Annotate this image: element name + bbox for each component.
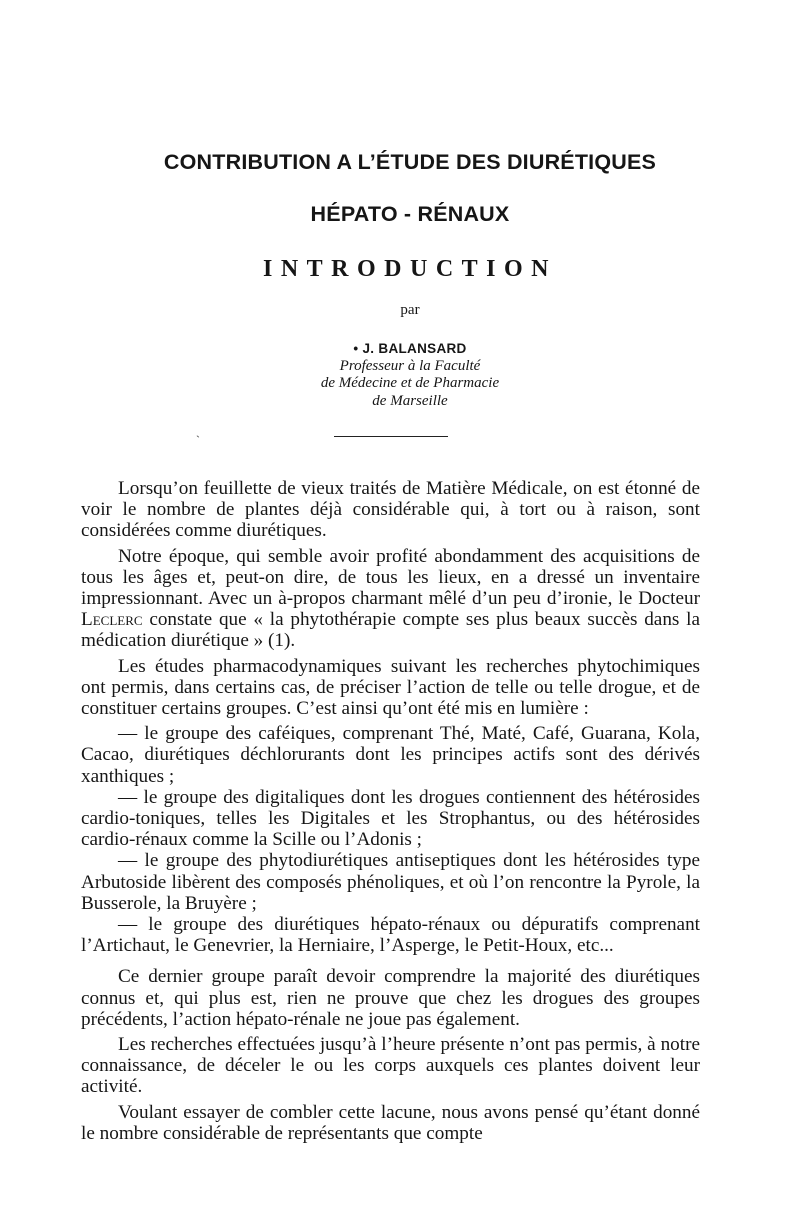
scan-speck: ˎ <box>196 424 200 438</box>
author-name: • J. BALANSARD <box>353 341 467 356</box>
separator-rule <box>334 436 448 437</box>
author-block <box>210 340 610 410</box>
article-title-line-1: CONTRIBUTION A L’ÉTUDE DES DIURÉTIQUES <box>163 150 657 174</box>
author-affiliation-line-2: de Médecine et de Pharmacie <box>320 375 500 391</box>
article-title-line-2: HÉPATO - RÉNAUX <box>310 202 510 226</box>
paragraph-6: Voulant essayer de combler cette lacune, nous avons pensé qu’étant donné le nombre considérable de représentants que compte <box>81 1101 700 1144</box>
paragraph-2-text-b: constate que « la phytothérapie compte ses plus beaux succès dans la médication diurétique » (1). <box>81 609 700 652</box>
paragraph-5: Les recherches effectuées jusqu’à l’heure présente n’ont pas permis, à notre connaissance, de déceler le ou les corps auxquels ces plantes doivent leur activité. <box>81 1034 700 1098</box>
list-item-digitaliques: — le groupe des digitaliques dont les drogues contiennent des hétérosides cardio-toniques, telles les Digitales et les Strophantus, ou des hétérosides cardio-rénaux comme la Scille ou l’Adonis ; <box>81 786 700 851</box>
author-cited-leclerc: Leclerc <box>81 609 143 631</box>
paragraph-1: Lorsqu’on feuillette de vieux traités de Matière Médicale, on est étonné de voir le nombre de plantes déjà considérable qui, à tort ou à raison, sont considérées comme diurétiques. <box>81 478 700 542</box>
paragraph-4: Ce dernier groupe paraît devoir comprendre la majorité des diurétiques connus et, qui plus est, rien ne prouve que chez les drogues des groupes précédents, l’action hépato-rénale ne joue pas également. <box>81 966 700 1030</box>
body-text <box>81 478 700 1148</box>
paragraph-2-text-a: Notre époque, qui semble avoir profité abondamment des acquisitions de tous les âges et, peut-on dire, de tous les lieux, en a dressé un inventaire impressionnant. Avec un à-propos charmant mêlé d’un peu d’ironie, le Docteur <box>81 545 700 610</box>
list-item-hepato-renaux: — le groupe des diurétiques hépato-rénaux ou dépuratifs comprenant l’Artichaut, le Genevrier, la Herniaire, l’Asperge, le Petit-Houx, etc... <box>81 914 700 957</box>
paragraph-2 <box>81 546 700 652</box>
byline: par <box>400 302 420 318</box>
list-item-phytodiuretiques: — le groupe des phytodiurétiques antiseptiques dont les hétérosides type Arbutoside libèrent des composés phénoliques, et où l’on rencontre la Pyrole, la Busserole, la Bruyère ; <box>81 850 700 914</box>
list-item-cafeiques: — le groupe des caféiques, comprenant Thé, Maté, Café, Guarana, Kola, Cacao, diurétiques déchlorurants dont les principes actifs sont des dérivés xanthiques ; <box>81 723 700 787</box>
section-heading: INTRODUCTION <box>262 256 558 282</box>
author-affiliation-line-1: Professeur à la Faculté <box>339 357 481 374</box>
author-affiliation-line-3: de Marseille <box>372 392 448 409</box>
paragraph-3: Les études pharmacodynamiques suivant les recherches phytochimiques ont permis, dans certains cas, de préciser l’action de telle ou telle drogue, et de constituer certains groupes. C’est ainsi qu’ont été mis en lumière : <box>81 655 700 720</box>
